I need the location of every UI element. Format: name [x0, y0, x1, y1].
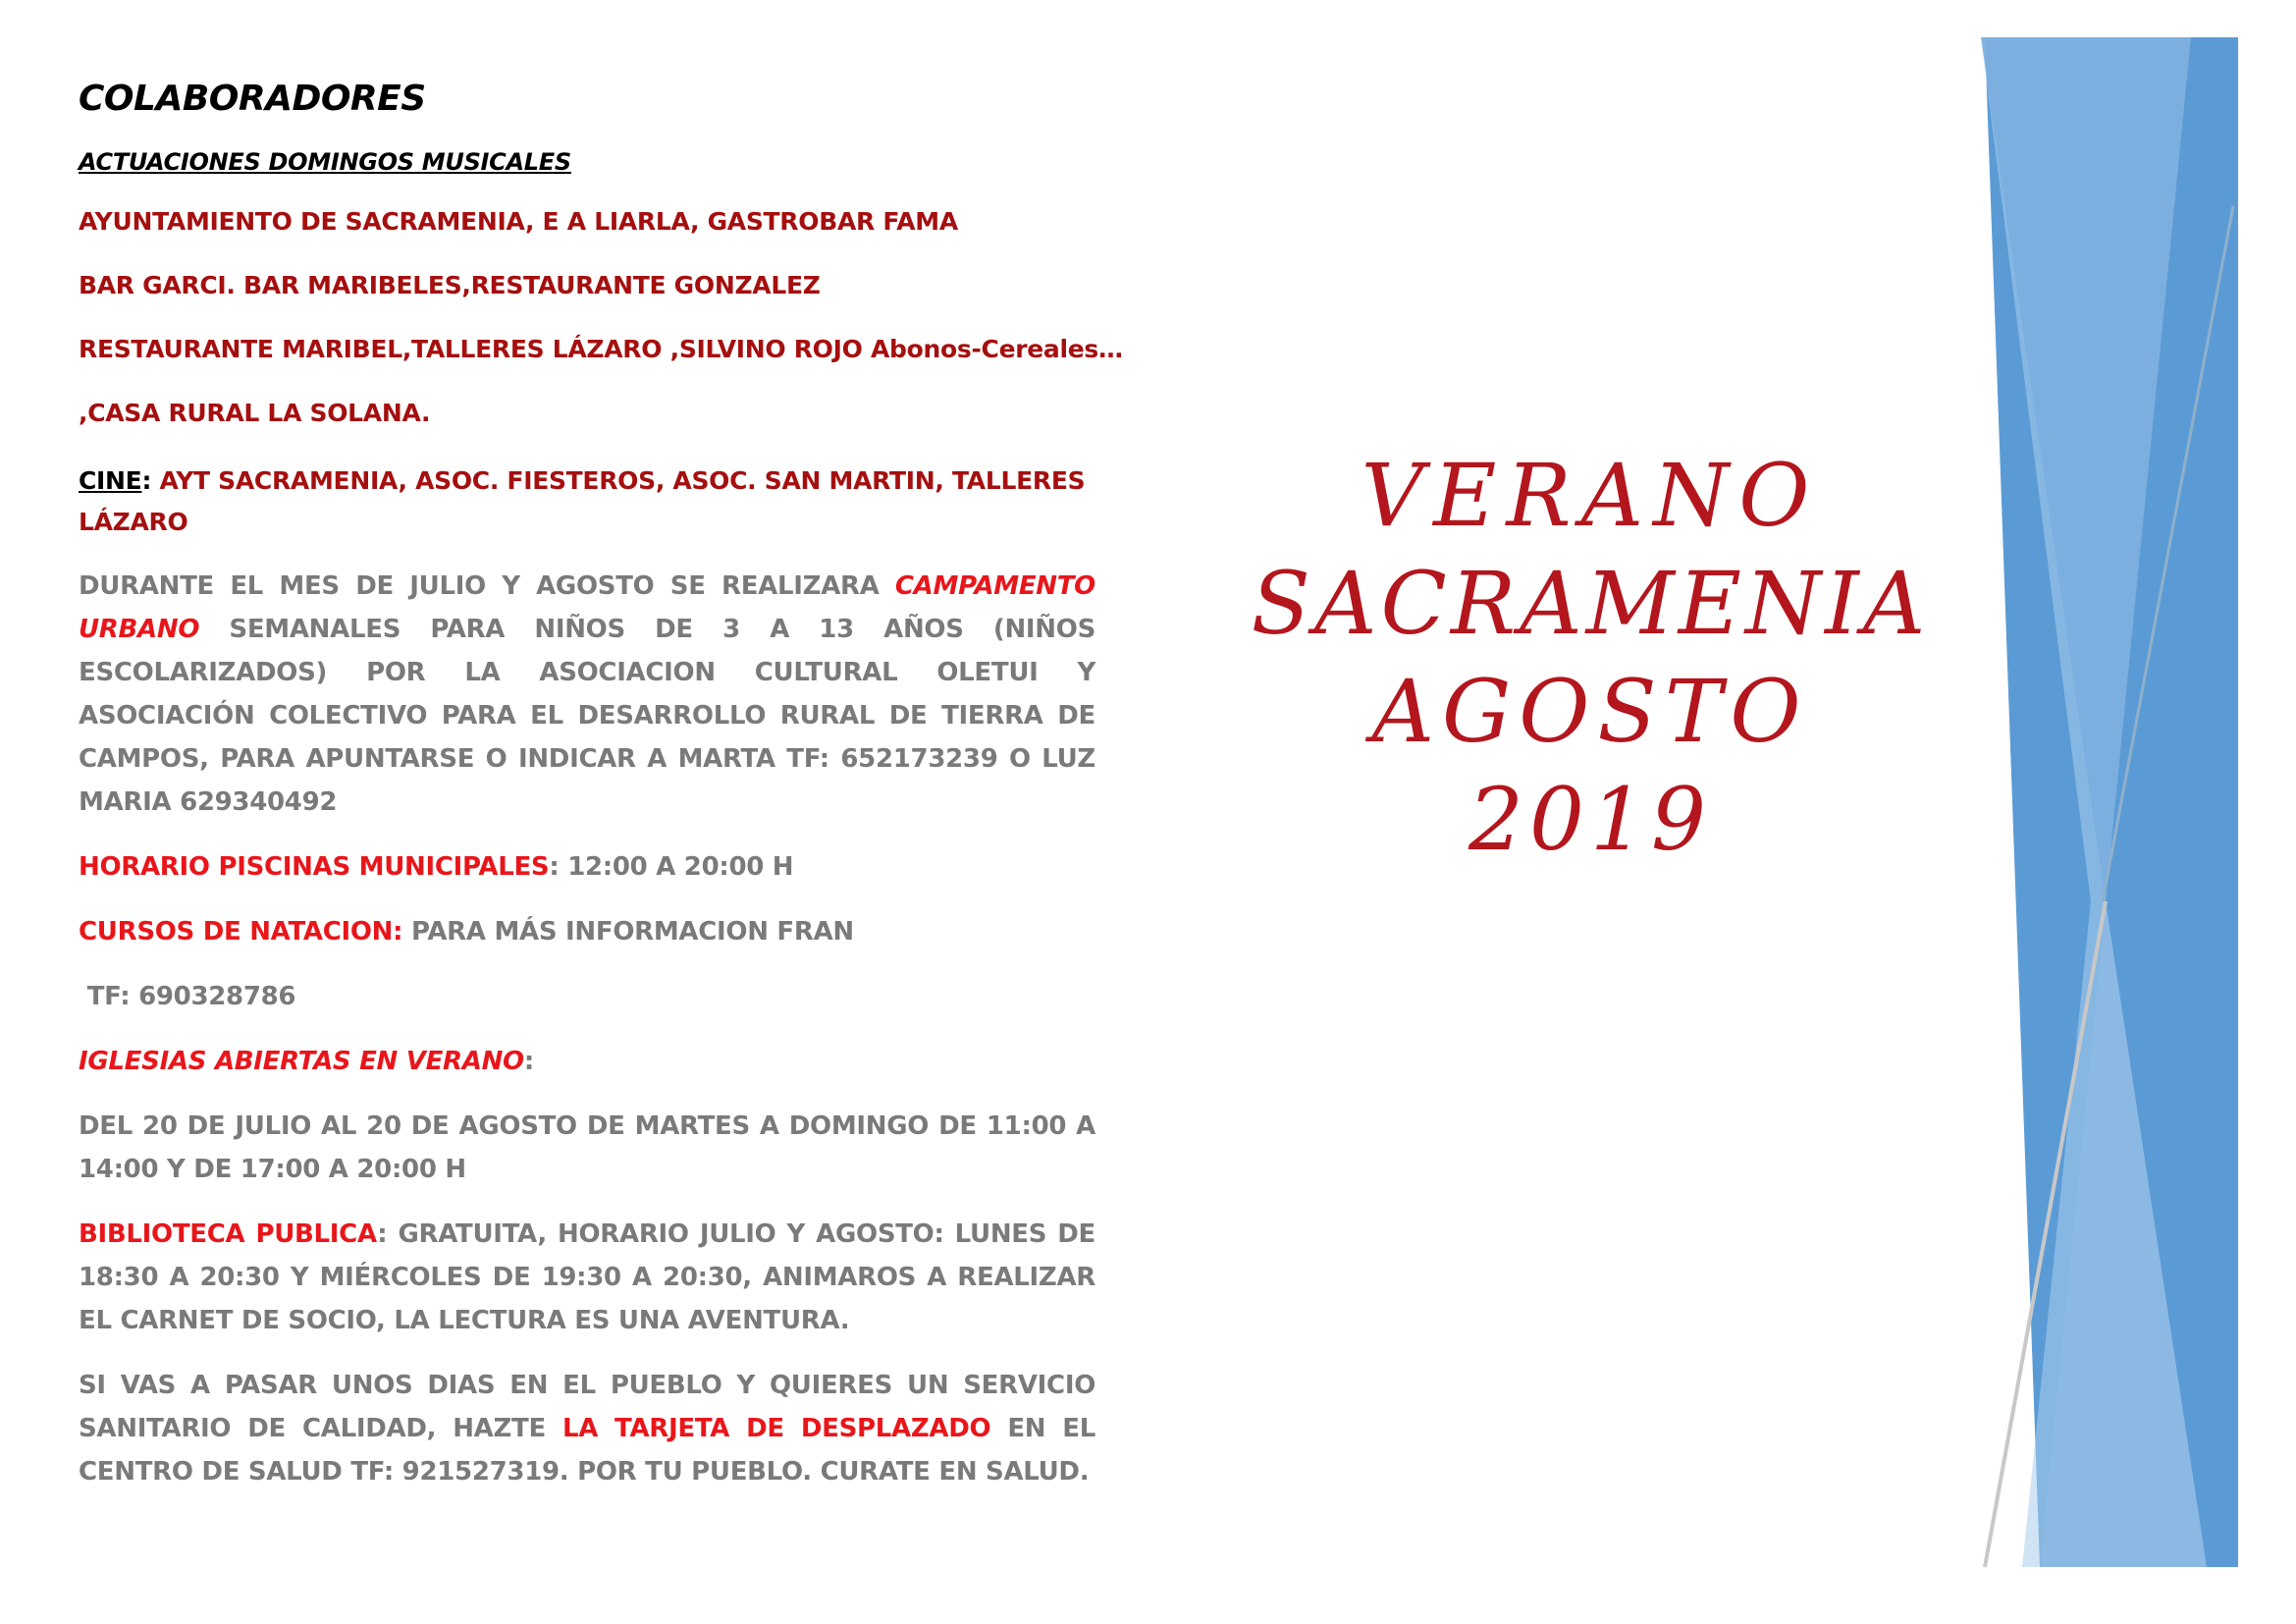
title-verano: VERANO [1361, 445, 1820, 546]
sponsor-line-2: BAR GARCI. BAR MARIBELES,RESTAURANTE GONZALEZ [79, 271, 821, 299]
cine-text: AYT SACRAMENIA, ASOC. FIESTEROS, ASOC. SAN MARTIN, TALLERES LÁZARO [79, 466, 1086, 536]
piscinas-text: : 12:00 A 20:00 H [549, 852, 794, 882]
campamento-post: SEMANALES PARA NIÑOS DE 3 A 13 AÑOS (NIÑOS ESCOLARIZADOS) POR LA ASOCIACION CULTURAL OLETUI Y ASOCIACIÓN COLECTIVO PARA EL DESARROLLO RURAL DE TIERRA DE CAMPOS, PARA APUNTARSE O INDICAR A MARTA TF: 652173239 O LUZ MARIA 629340492 [79, 615, 1095, 817]
biblioteca-label: BIBLIOTECA PUBLICA [79, 1219, 378, 1249]
sanidad-pre: SI VAS A PASAR UNOS DIAS EN EL PUEBLO Y QUIERES UN SERVICIO SANITARIO DE CALIDAD, HAZTE [79, 1371, 1095, 1443]
sanidad-highlight: LA TARJETA DE DESPLAZADO [561, 1414, 991, 1443]
title-year: 2019 [1468, 769, 1712, 870]
sanidad-post: EN EL CENTRO DE SALUD TF: 921527319. POR TU PUEBLO. CURATE EN SALUD. [79, 1414, 1096, 1487]
iglesias-text: DEL 20 DE JULIO AL 20 DE AGOSTO DE MARTES A DOMINGO DE 11:00 A 14:00 Y DE 17:00 A 20:00 H [79, 1111, 1095, 1184]
piscinas-label: HORARIO PISCINAS MUNICIPALES [79, 852, 550, 882]
biblioteca-text: : GRATUITA, HORARIO JULIO Y AGOSTO: LUNES DE 18:30 A 20:30 Y MIÉRCOLES DE 19:30 A 20:30, ANIMAROS A REALIZAR EL CARNET DE SOCIO, LA LECTURA ES UNA AVENTURA. [79, 1219, 1096, 1335]
subheading-actuaciones: ACTUACIONES DOMINGOS MUSICALES [79, 148, 571, 176]
natacion-phone: TF: 690328786 [79, 982, 296, 1011]
title-agosto: AGOSTO [1371, 661, 1809, 762]
cine-colon: : [141, 466, 152, 495]
campamento-highlight: CAMPAMENTO URBANO [79, 571, 1095, 644]
heading-colaboradores: COLABORADORES [79, 79, 426, 119]
natacion-text: PARA MÁS INFORMACION FRAN [402, 917, 854, 947]
sponsor-line-4: ,CASA RURAL LA SOLANA. [79, 399, 431, 427]
iglesias-label: IGLESIAS ABIERTAS EN VERANO [79, 1047, 524, 1076]
title-sacramenia: SACRAMENIA [1251, 553, 1930, 654]
sponsor-line-3: RESTAURANTE MARIBEL,TALLERES LÁZARO ,SILVINO ROJO Abonos-Cereales… [79, 335, 1123, 363]
iglesias-colon: : [523, 1047, 534, 1076]
campamento-pre: DURANTE EL MES DE JULIO Y AGOSTO SE REALIZARA [79, 571, 895, 601]
natacion-label: CURSOS DE NATACION: [79, 917, 403, 947]
cine-label: CINE [79, 466, 142, 495]
sponsor-line-1: AYUNTAMIENTO DE SACRAMENIA, E A LIARLA, GASTROBAR FAMA [79, 207, 958, 236]
